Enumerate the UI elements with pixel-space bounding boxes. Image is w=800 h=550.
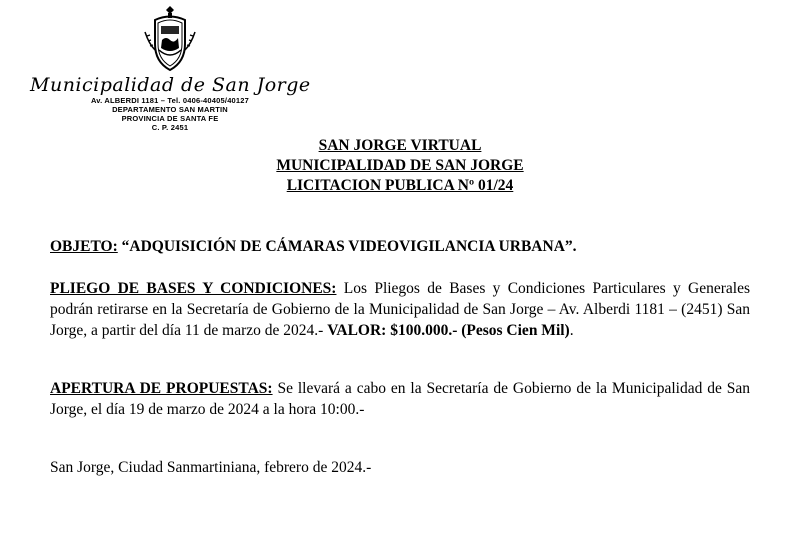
apertura-paragraph (50, 378, 750, 420)
pliego-text: Los Pliegos de Bases y Condiciones Particulares y Generales podrán retirarse en la Secretaría de Gobierno de la Municipalidad de San Jorge – Av. Alberdi 1181 – (2451) San Jorge, a partir del día 11 de marzo de 2024.- (50, 280, 750, 339)
letterhead-postal-code: C. P. 2451 (151, 123, 189, 132)
apertura-text: Se llevará a cabo en la Secretaría de Gobierno de la Municipalidad de San Jorge, el día 19 de marzo de 2024 a la hora 10:00.- (50, 380, 751, 418)
document-titles (0, 136, 800, 196)
title-line-1: SAN JORGE VIRTUAL (318, 137, 482, 154)
title-line-2: MUNICIPALIDAD DE SAN JORGE (276, 157, 524, 174)
municipality-name: Municipalidad de San Jorge (30, 74, 311, 96)
closing-line: San Jorge, Ciudad Sanmartiniana, febrero de 2024.- (50, 459, 372, 476)
pliego-end: . (569, 322, 574, 339)
pliego-paragraph (50, 278, 750, 341)
title-line-3: LICITACION PUBLICA Nº 01/24 (286, 177, 514, 194)
municipal-seal-icon (139, 4, 201, 74)
letterhead-department: DEPARTAMENTO SAN MARTIN (112, 105, 228, 114)
letterhead-address: Av. ALBERDI 1181 – Tel. 0406-40405/40127 (90, 96, 250, 105)
objeto-paragraph (50, 236, 750, 257)
objeto-label: OBJETO: (50, 238, 118, 255)
objeto-text: “ADQUISICIÓN DE CÁMARAS VIDEOVIGILANCIA URBANA”. (121, 238, 577, 255)
letterhead (30, 4, 311, 132)
pliego-label: PLIEGO DE BASES Y CONDICIONES: (50, 280, 337, 297)
apertura-label: APERTURA DE PROPUESTAS: (50, 380, 273, 397)
letterhead-province: PROVINCIA DE SANTA FE (121, 114, 219, 123)
pliego-valor: VALOR: $100.000.- (Pesos Cien Mil) (327, 322, 570, 339)
